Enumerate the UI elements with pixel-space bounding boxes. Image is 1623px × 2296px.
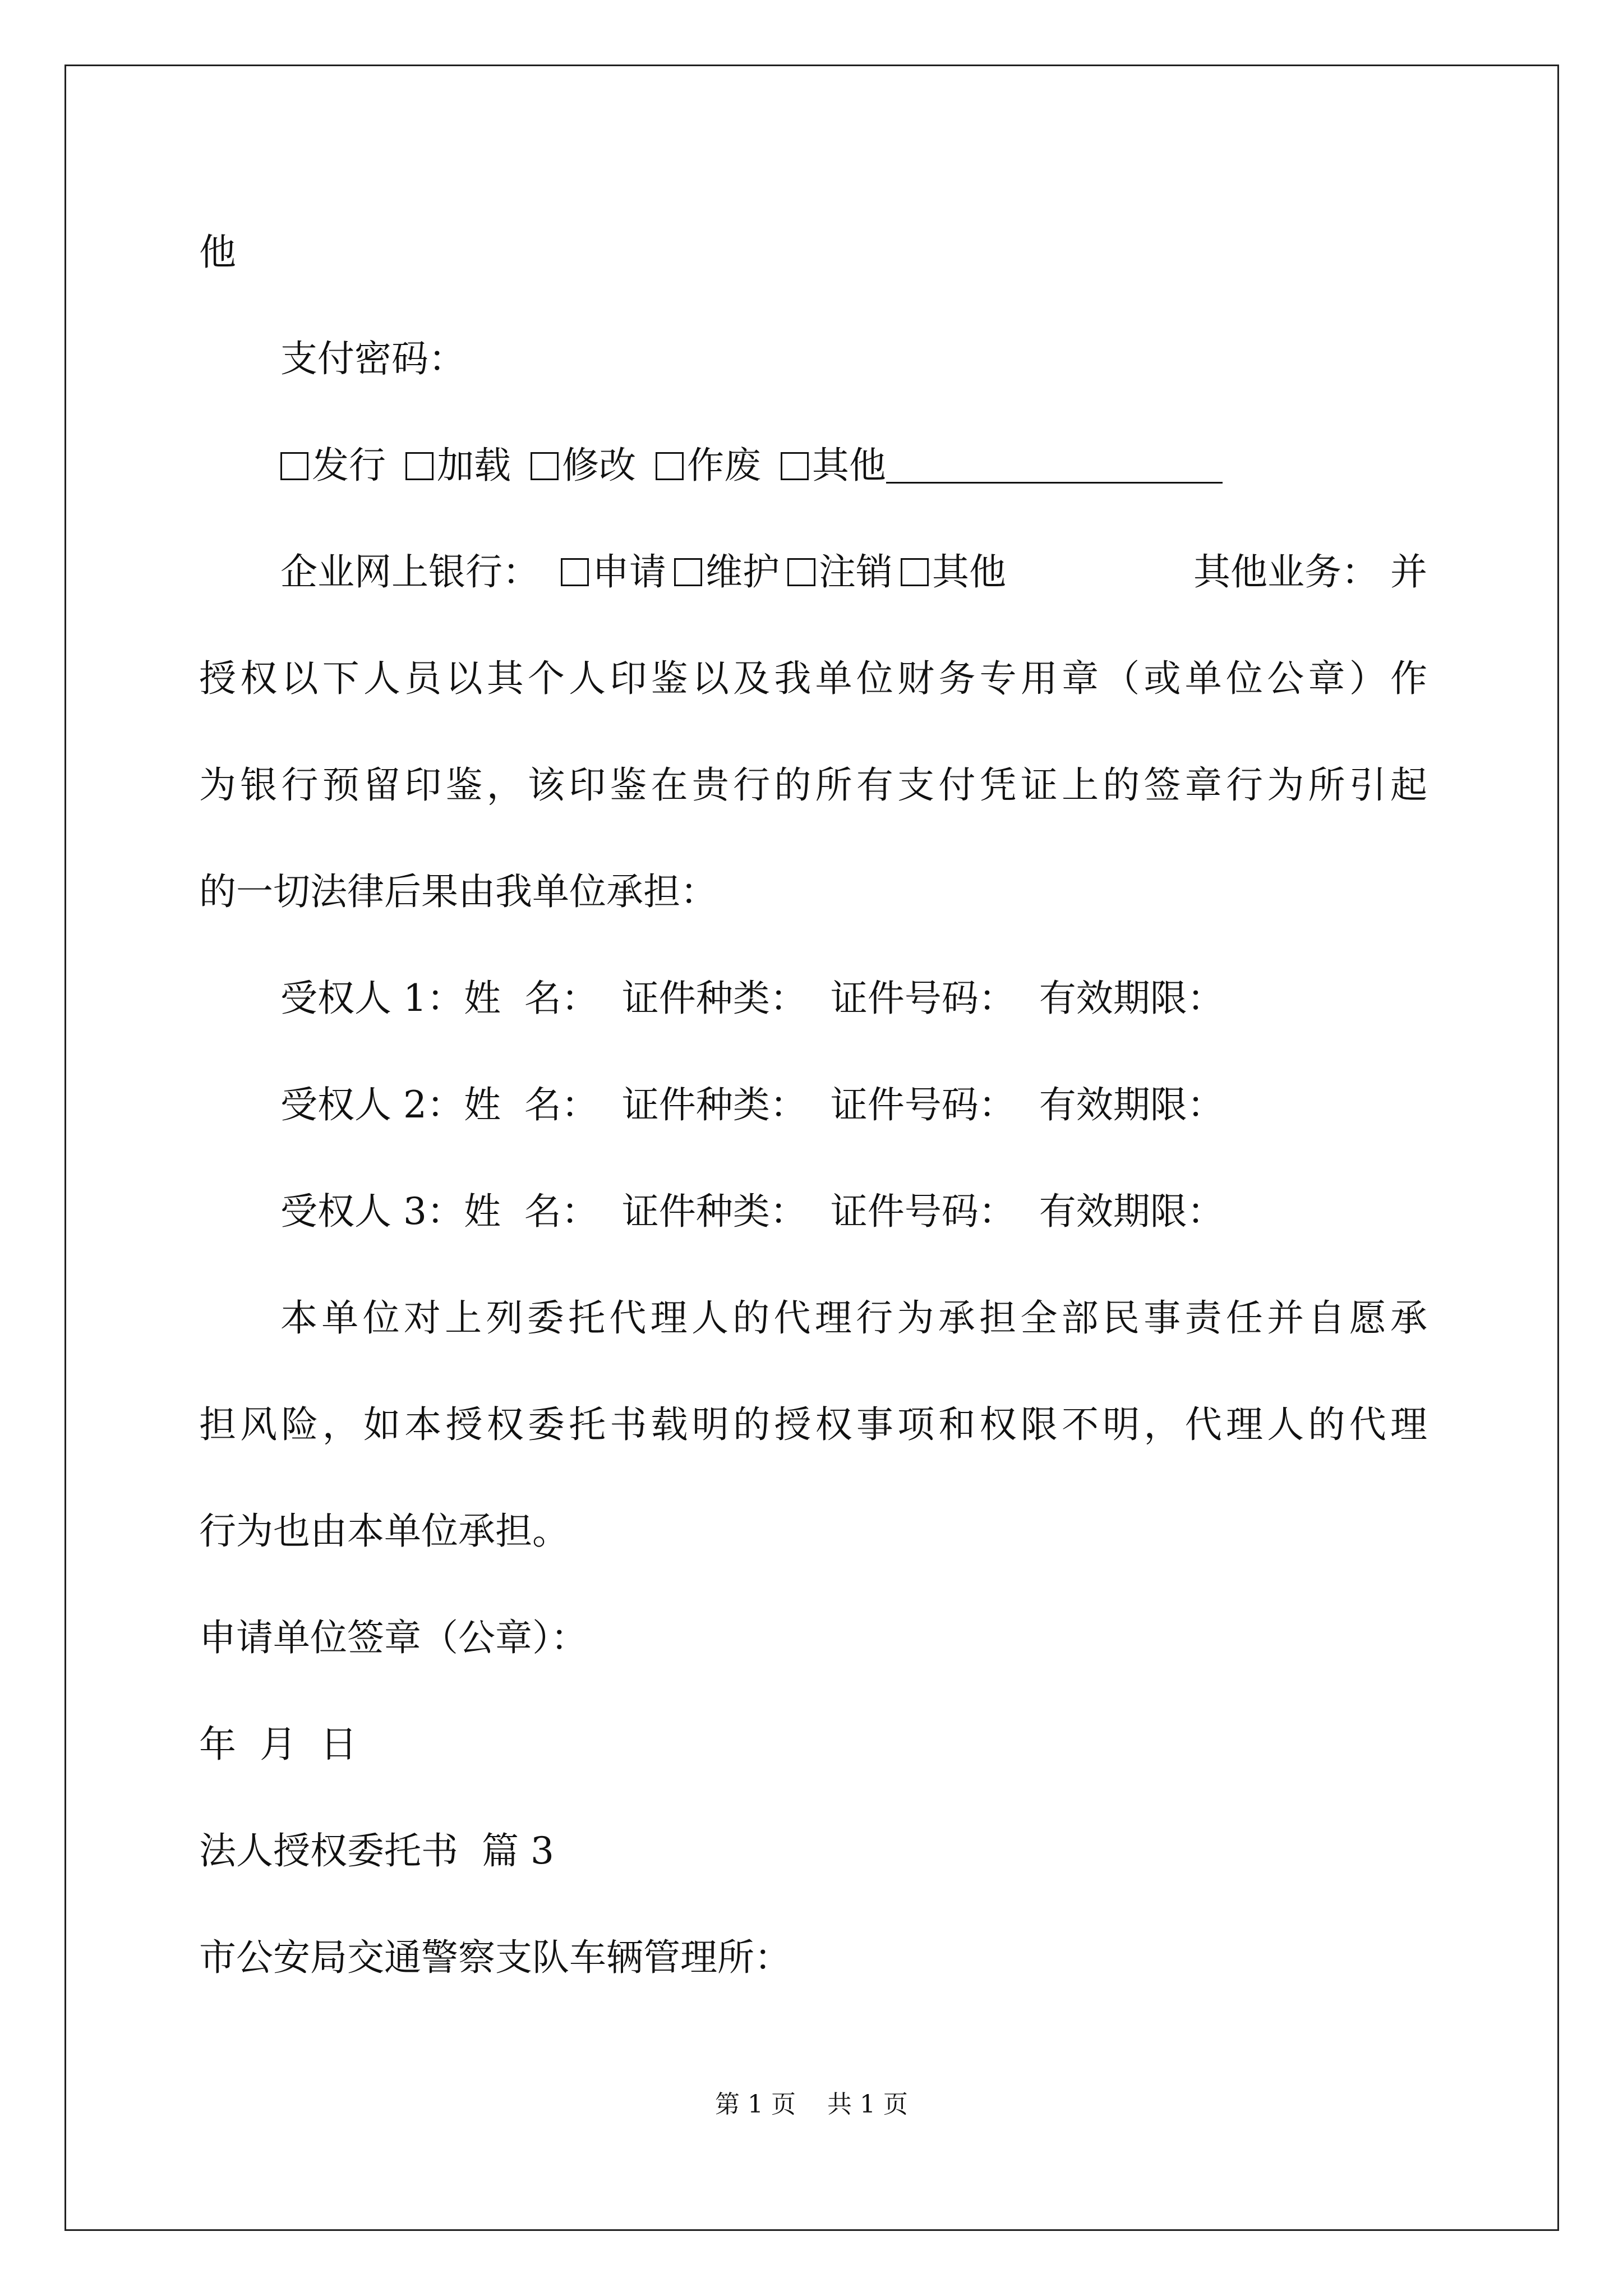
page-border: [64, 65, 1559, 2231]
paragraph-line: 为银行预留印鉴，该印鉴在贵行的所有支付凭证上的签章行为所引起: [199, 763, 1427, 807]
paragraph-line: 授权以下人员以其个人印鉴以及我单位财务专用章（或单位公章）作: [199, 657, 1427, 700]
page-footer: 第 1 页 共 1 页: [715, 2090, 908, 2119]
date-line: 年 月 日: [199, 1723, 357, 1766]
option-label: 申请: [592, 550, 666, 593]
ebank-label: 企业网上银行：: [280, 550, 540, 593]
option-label: 修改: [561, 444, 636, 487]
paragraph-line: 行为也由本单位承担。: [199, 1510, 569, 1553]
option-label: 发行: [312, 444, 386, 487]
option-label: 维护: [706, 550, 780, 593]
checkbox-apply[interactable]: [561, 558, 589, 586]
option-label: 其他: [811, 444, 886, 487]
checkbox-load[interactable]: [405, 452, 434, 480]
pay-options-row: [280, 443, 1223, 488]
checkbox-void[interactable]: [656, 452, 684, 480]
paragraph-line: 担风险，如本授权委托书载明的授权事项和权限不明，代理人的代理: [199, 1403, 1427, 1446]
grantee-line: 受权人 2：姓 名： 证件种类： 证件号码： 有效期限：: [280, 1083, 1224, 1126]
checkbox-cancel[interactable]: [787, 558, 815, 586]
addressee-line: 市公安局交通警察支队车辆管理所：: [199, 1936, 791, 1979]
option-label: 其他: [932, 550, 1006, 593]
grantee-line: 受权人 3：姓 名： 证件种类： 证件号码： 有效期限：: [280, 1190, 1224, 1233]
checkbox-issue[interactable]: [280, 452, 308, 480]
checkbox-modify[interactable]: [531, 452, 559, 480]
ebank-row: [280, 550, 1427, 595]
fill-in-blank: [886, 448, 1223, 484]
option-label: 注销: [819, 550, 893, 593]
paragraph-line: 本单位对上列委托代理人的代理行为承担全部民事责任并自愿承: [280, 1296, 1427, 1340]
option-label: 作废: [686, 444, 761, 487]
pay-password-label: 支付密码：: [280, 337, 465, 380]
checkbox-maintain[interactable]: [674, 558, 702, 586]
grantee-line: 受权人 1：姓 名： 证件种类： 证件号码： 有效期限：: [280, 977, 1224, 1020]
ebank-tail: 其他业务： 并: [1193, 550, 1427, 593]
paragraph-line: 的一切法律后果由我单位承担：: [199, 870, 717, 913]
checkbox-other[interactable]: [781, 452, 809, 480]
text-line: 他: [199, 231, 236, 274]
section-title: 法人授权委托书 篇 3: [199, 1829, 554, 1872]
option-label: 加载: [436, 444, 511, 487]
checkbox-other[interactable]: [901, 558, 929, 586]
seal-line: 申请单位签章（公章）：: [199, 1616, 588, 1659]
